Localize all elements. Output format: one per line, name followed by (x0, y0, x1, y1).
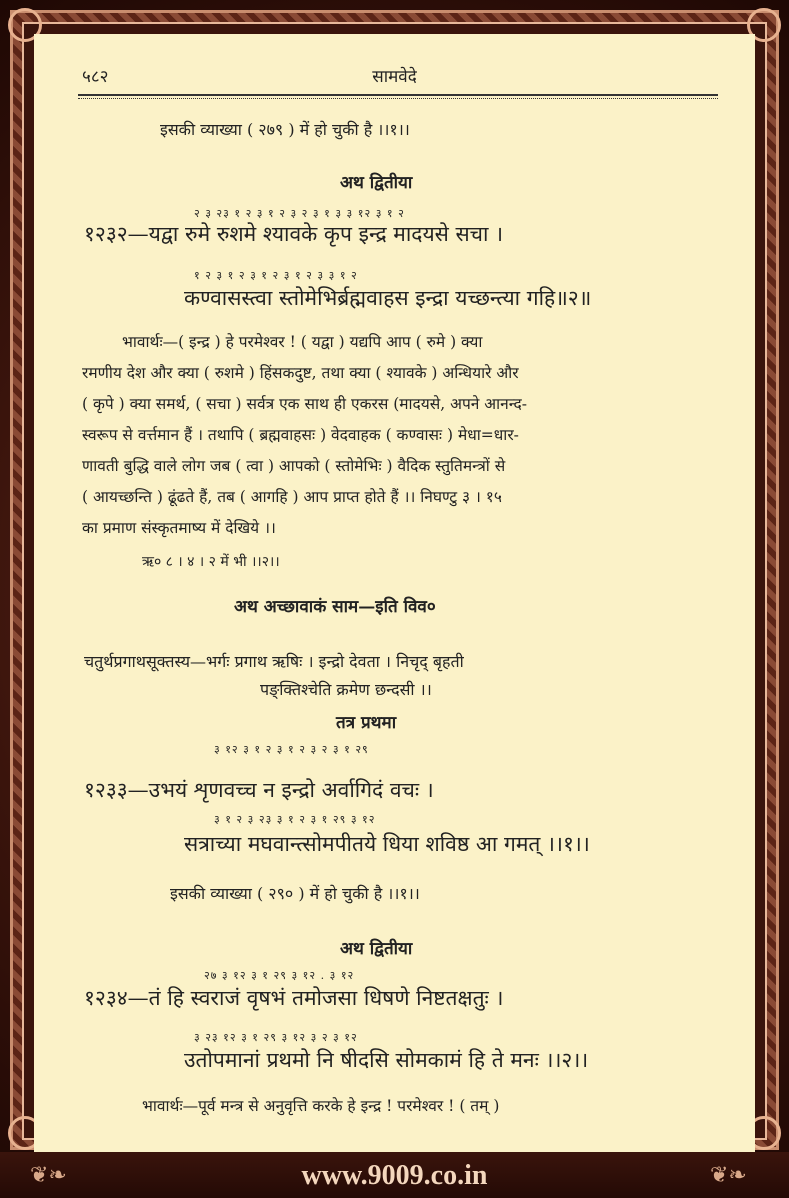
commentary-line: स्वरूप से वर्त्तमान हैं । तथापि ( ब्रह्मवाहसः ) वेदवाहक ( कण्वासः ) मेधा=धार- (82, 426, 519, 444)
commentary-line: ( आयच्छन्ति ) ढूंढते हैं, तब ( आगहि ) आप प्राप्त होते हैं ।। निघण्टु ३ । १५ (82, 488, 502, 506)
accent-marks: २७ ३ १२ ३ १ २९ ३ १२ . ३ १२ (204, 969, 355, 982)
verse-1233-line-2: सत्राच्या मघवान्त्सोमपीतये धिया शविष्ठ आ गमत् ।।१।। (184, 832, 590, 856)
reference-line: इसकी व्याख्या ( २९० ) में हो चुकी है ।।१।। (170, 884, 420, 903)
metadata-line: पङ्क्तिश्चेति क्रमेण छन्दसी ।। (260, 680, 432, 699)
page-number: ५८२ (82, 67, 109, 87)
swirl-ornament-icon: ❦❧ (710, 1163, 747, 1188)
accent-marks: ३ १२ ३ १ २ ३ १ २ ३ २ ३ १ २९ (214, 743, 369, 756)
accent-marks: ३ २३ १२ ३ १ २९ ३ १२ ३ २ ३ १२ (194, 1031, 358, 1044)
accent-marks: १ २ ३ १ २ ३ १ २ ३ १ २ ३ ३ १ २ (194, 269, 358, 282)
header-rule (78, 94, 718, 96)
commentary-line: णावती बुद्धि वाले लोग जब ( त्वा ) आपको ( स्तोमेभिः ) वैदिक स्तुतिमन्त्रों से (82, 457, 506, 475)
verse-1232-line-1: १२३२—यद्वा रुमे रुशमे श्यावके कृप इन्द्र मादयसे सचा । (84, 222, 504, 246)
section-heading: तत्र प्रथमा (336, 713, 397, 733)
swirl-ornament-icon: ❦❧ (30, 1163, 67, 1188)
accent-marks: २ ३ २३ १ २ ३ १ २ ३ २ ३ १ ३ ३ १२ ३ १ २ (194, 207, 405, 220)
accent-marks: ३ १ २ ३ २३ ३ १ २ ३ १ २९ ३ १२ (214, 813, 376, 826)
header-rule-dotted (78, 98, 718, 99)
reference-line: इसकी व्याख्या ( २७९ ) में हो चुकी है ।।१।। (160, 120, 410, 139)
commentary-line: ( कृपे ) क्या समर्थ, ( सचा ) सर्वत्र एक साथ ही एकरस (मादयसे, अपने आनन्द- (82, 395, 527, 413)
commentary-line: भावार्थः—( इन्द्र ) हे परमेश्वर ! ( यद्वा ) यद्यपि आप ( रुमे ) क्या (122, 333, 483, 351)
verse-1232-line-2: कण्वासस्त्वा स्तोमेभिर्ब्रह्मवाहस इन्द्रा यच्छन्त्या गहि॥२॥ (184, 286, 592, 310)
section-heading: अथ द्वितीया (340, 173, 413, 193)
commentary-line: भावार्थः—पूर्व मन्त्र से अनुवृत्ति करके हे इन्द्र ! परमेश्वर ! ( तम् ) (142, 1097, 500, 1115)
site-url[interactable]: www.9009.co.in (301, 1160, 488, 1191)
rigveda-reference: ऋ० ८ । ४ । २ में भी ।।२।। (142, 554, 280, 570)
book-title: सामवेदे (372, 67, 417, 87)
verse-1234-line-2: उतोपमानां प्रथमो नि षीदसि सोमकामं हि ते मनः ।।२।। (184, 1048, 589, 1072)
section-heading: अथ अच्छावाकं साम—इति विव० (234, 597, 436, 617)
section-heading: अथ द्वितीया (340, 939, 413, 959)
verse-1233-line-1: १२३३—उभयं शृणवच्च न इन्द्रो अर्वागिदं वचः । (84, 778, 434, 802)
verse-1234-line-1: १२३४—तं हि स्वराजं वृषभं तमोजसा धिषणे निष्टतक्षतुः । (84, 986, 504, 1010)
commentary-line: रमणीय देश और क्या ( रुशमे ) हिंसकदुष्ट, तथा क्या ( श्यावके ) अन्धियारे और (82, 364, 519, 382)
scripture-page (34, 34, 755, 1160)
metadata-line: चतुर्थप्रगाथसूक्तस्य—भर्गः प्रगाथ ऋषिः । इन्द्रो देवता । निचृद् बृहती (84, 652, 464, 671)
commentary-line: का प्रमाण संस्कृतमाष्य में देखिये ।। (82, 519, 276, 537)
